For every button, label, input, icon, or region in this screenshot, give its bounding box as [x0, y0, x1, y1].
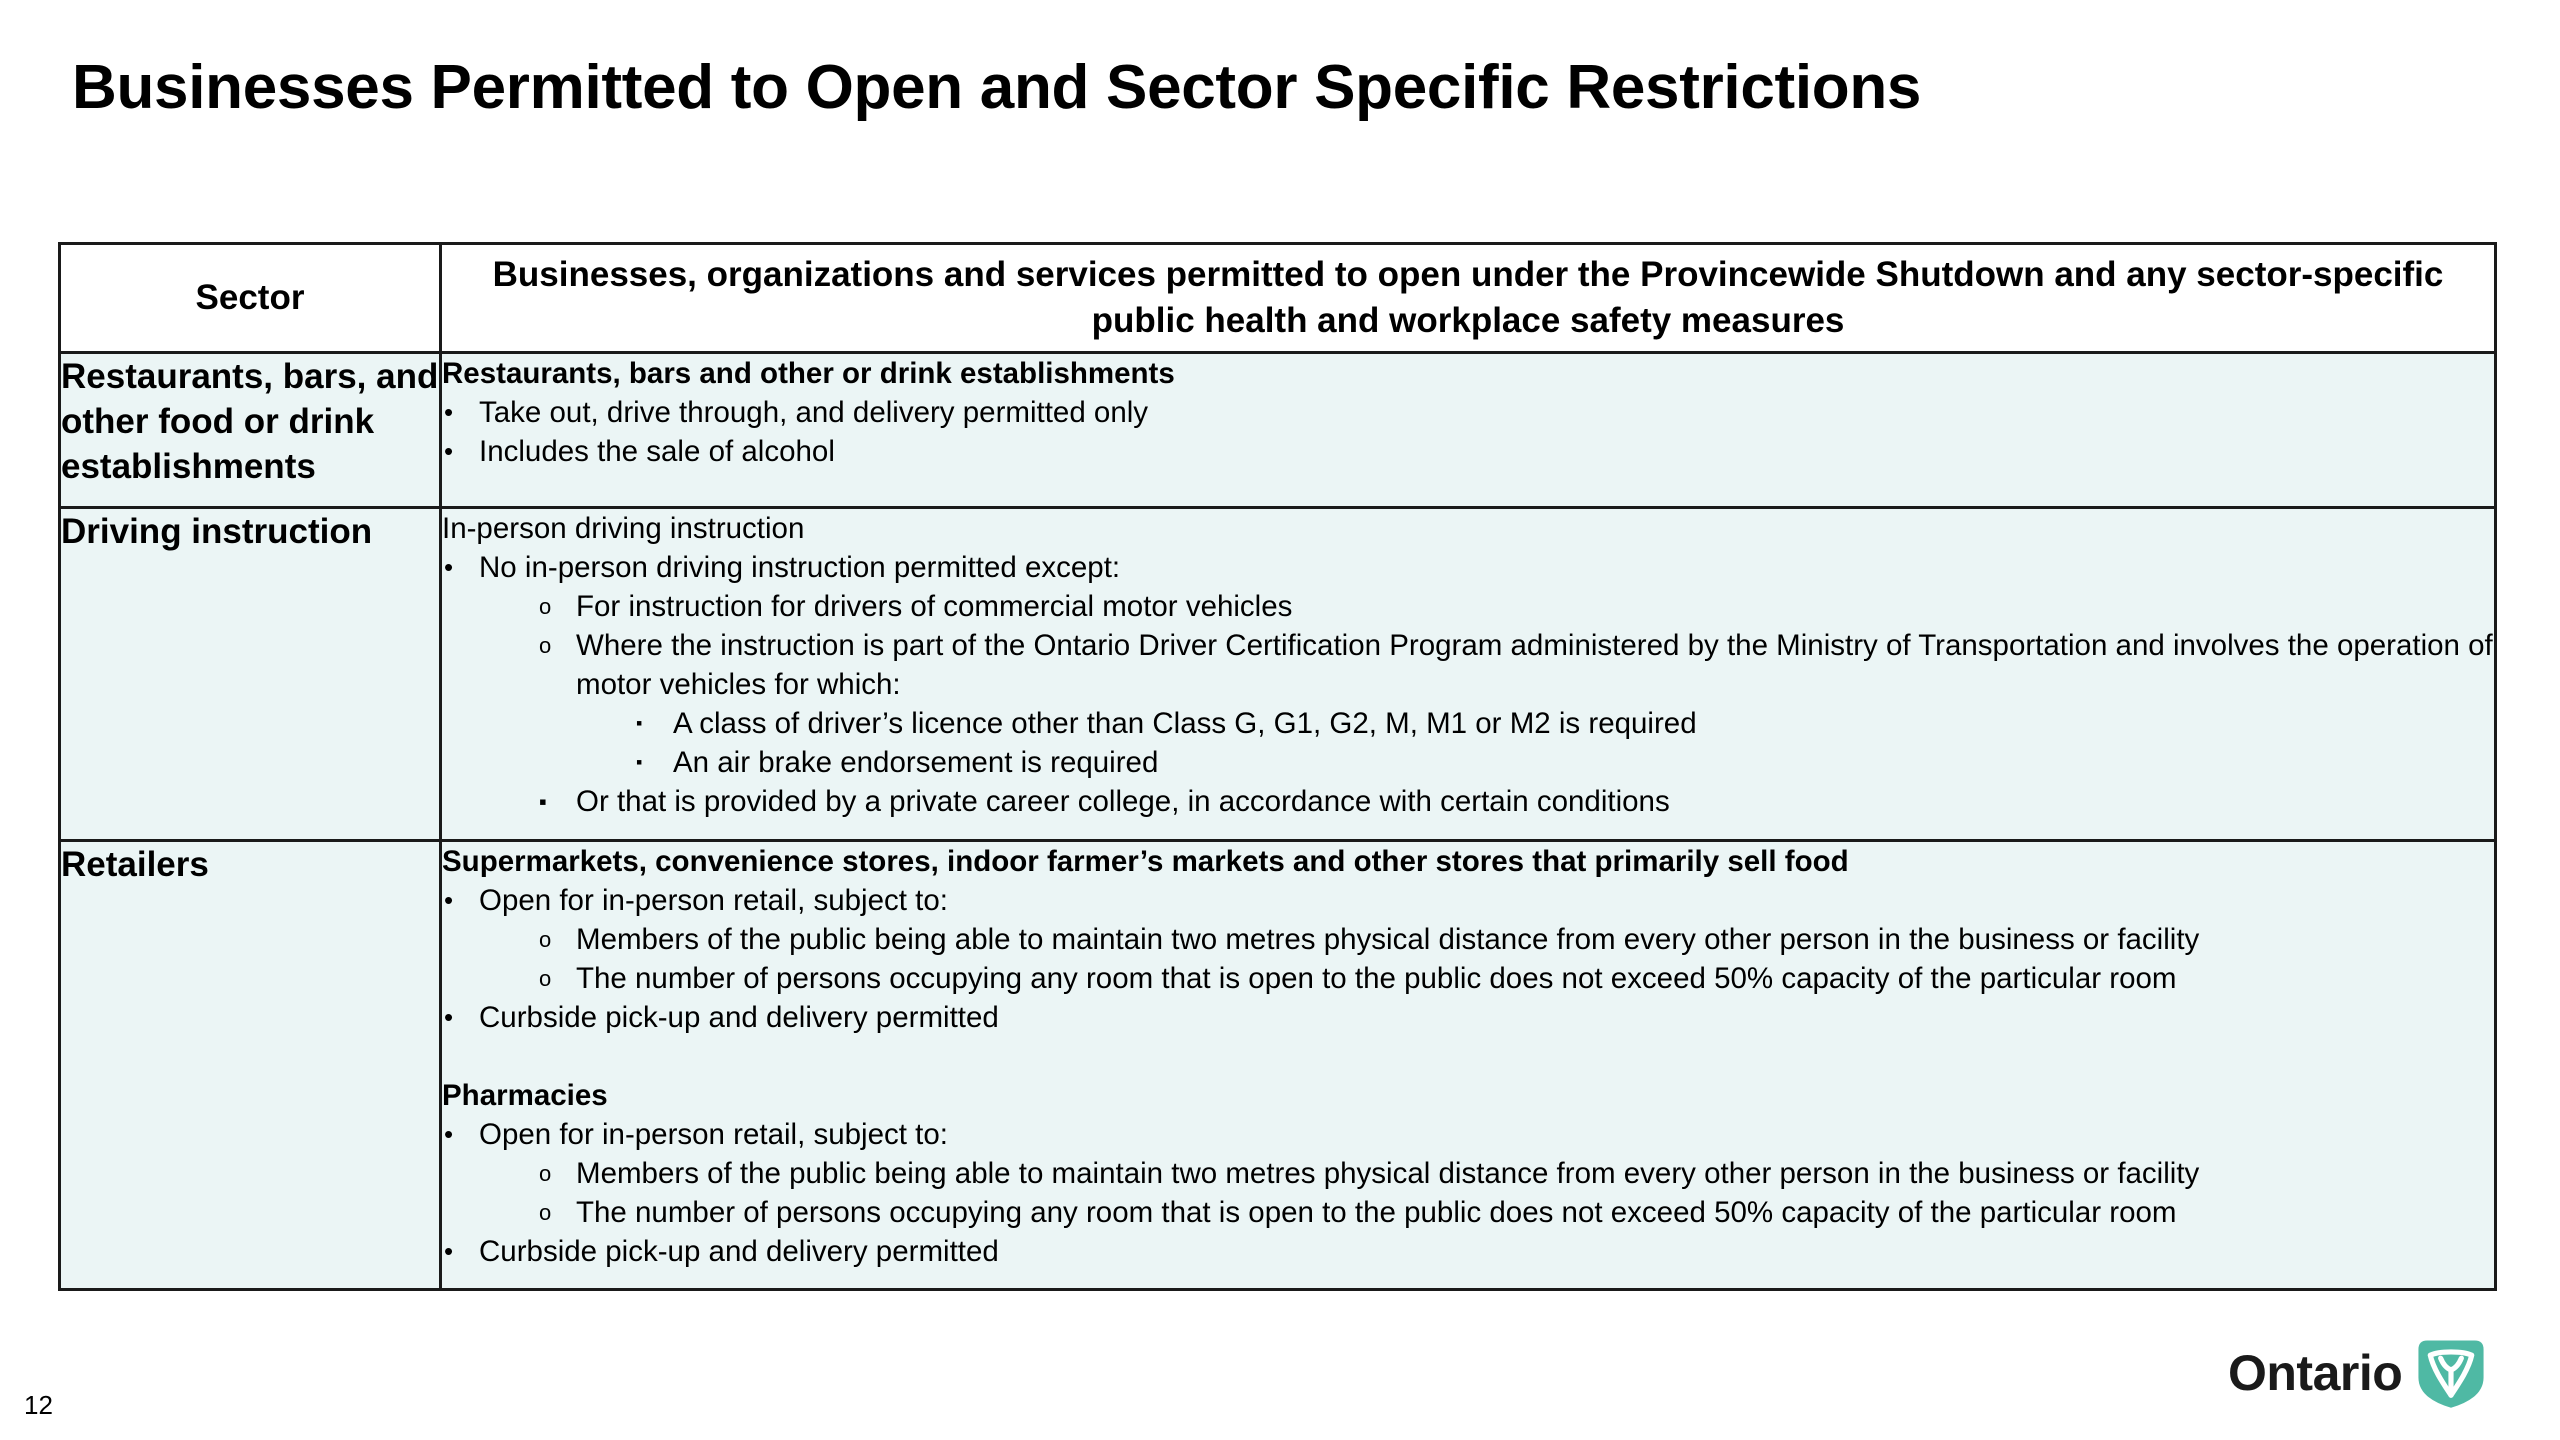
circle-marker: o [539, 966, 552, 991]
list-item: o Where the instruction is part of the Ontario Driver Certification Program administered by the Ministry of Transportation and involves the operation of motor vehicles for which: [442, 626, 2494, 704]
list-item: • No in-person driving instruction permitted except: [442, 548, 2494, 587]
sector-cell: Restaurants, bars, and other food or drink establishments [60, 353, 441, 508]
circle-marker: o [539, 1200, 552, 1225]
section-heading: Supermarkets, convenience stores, indoor farmer’s markets and other stores that primarily sell food [442, 845, 1849, 878]
list-item: o Members of the public being able to maintain two metres physical distance from every other person in the business or facility [442, 1154, 2494, 1193]
square-marker: ▪ [539, 789, 547, 814]
page-number: 12 [24, 1390, 53, 1420]
spacer [442, 1037, 2494, 1076]
page-title: Businesses Permitted to Open and Sector Specific Restrictions [72, 53, 1922, 122]
table-row-driving-instruction [60, 508, 2496, 841]
list-item: o The number of persons occupying any room that is open to the public does not exceed 50% capacity of the particular room [442, 959, 2494, 998]
list-item: • Open for in-person retail, subject to: [442, 881, 2494, 920]
section-heading: In-person driving instruction [442, 512, 805, 545]
sector-restrictions-table [58, 242, 2497, 1291]
bullet-marker: • [444, 397, 454, 427]
list-item: ▪ An air brake endorsement is required [442, 743, 2494, 782]
detail-cell [441, 841, 2496, 1290]
sector-cell: Driving instruction [60, 508, 441, 841]
square-marker: ▪ [636, 713, 643, 733]
table-row-retailers [60, 841, 2496, 1290]
list-item: ▪ A class of driver’s licence other than Class G, G1, G2, M, M1 or M2 is required [442, 704, 2494, 743]
list-item: o Members of the public being able to maintain two metres physical distance from every other person in the business or facility [442, 920, 2494, 959]
circle-marker: o [539, 594, 552, 619]
section-heading: Restaurants, bars and other or drink establishments [442, 357, 1175, 390]
list-item: • Open for in-person retail, subject to: [442, 1115, 2494, 1154]
list-item: • Take out, drive through, and delivery permitted only [442, 393, 2494, 432]
list-item: ▪ Or that is provided by a private career college, in accordance with certain conditions [442, 782, 2494, 821]
section-heading: Pharmacies [442, 1079, 608, 1112]
bullet-marker: • [444, 436, 454, 466]
list-item: • Curbside pick-up and delivery permitted [442, 998, 2494, 1037]
list-item: • Includes the sale of alcohol [442, 432, 2494, 471]
list-item: • Curbside pick-up and delivery permitted [442, 1232, 2494, 1271]
detail-cell [441, 353, 2496, 508]
detail-cell [441, 508, 2496, 841]
circle-marker: o [539, 633, 552, 658]
bullet-marker: • [444, 1236, 454, 1266]
bullet-marker: • [444, 1002, 454, 1032]
trillium-logo-icon [2414, 1336, 2488, 1410]
list-item: o The number of persons occupying any room that is open to the public does not exceed 50% capacity of the particular room [442, 1193, 2494, 1232]
bullet-marker: • [444, 552, 454, 582]
ontario-logo [2228, 1336, 2488, 1410]
bullet-marker: • [444, 1119, 454, 1149]
bullet-marker: • [444, 885, 454, 915]
logo-text: Ontario [2228, 1345, 2403, 1401]
header-sector: Sector [60, 244, 441, 353]
square-marker: ▪ [636, 752, 643, 772]
table-row-restaurants [60, 353, 2496, 508]
header-details: Businesses, organizations and services permitted to open under the Provincewide Shutdown and any sector-specific public health and workplace safety measures [441, 244, 2496, 353]
circle-marker: o [539, 927, 552, 952]
sector-cell: Retailers [60, 841, 441, 1290]
list-item: o For instruction for drivers of commercial motor vehicles [442, 587, 2494, 626]
table-header-row [60, 244, 2496, 353]
circle-marker: o [539, 1161, 552, 1186]
